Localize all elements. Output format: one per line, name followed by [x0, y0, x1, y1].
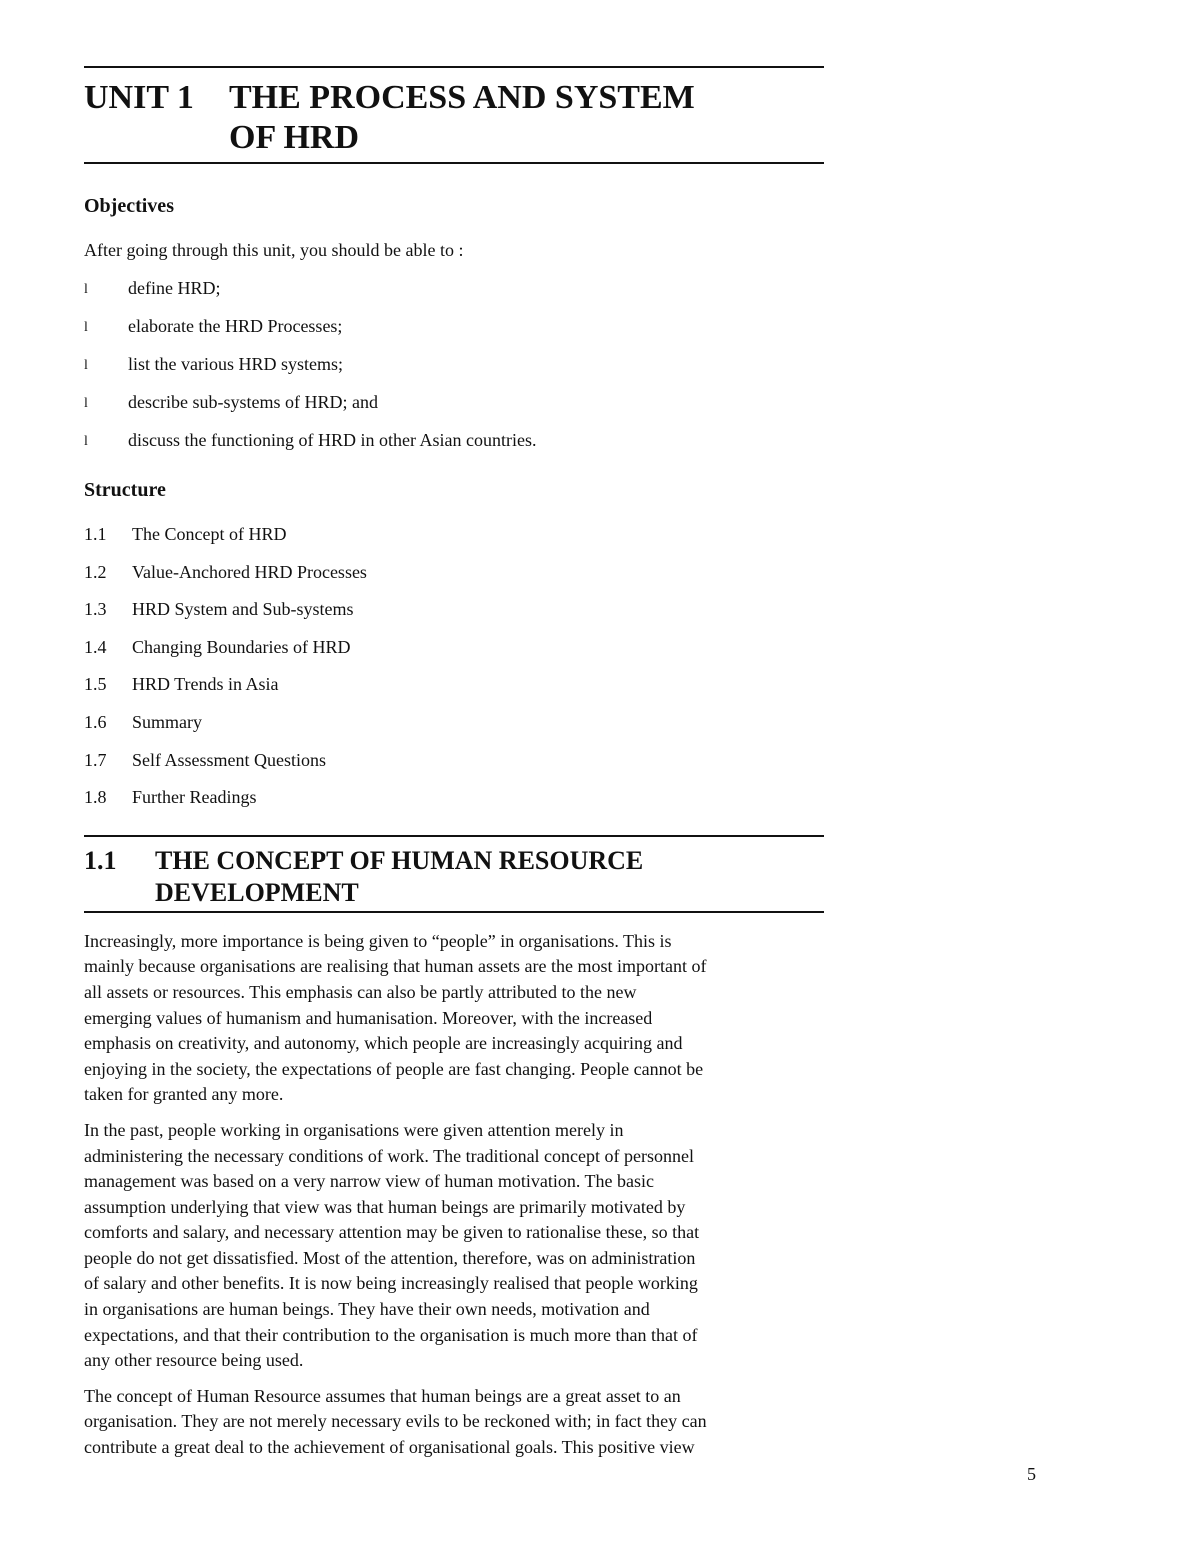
structure-number: 1.1 — [84, 524, 107, 544]
structure-title: Value-Anchored HRD Processes — [132, 561, 367, 582]
structure-item — [84, 560, 824, 598]
section-title-line: DEVELOPMENT — [155, 877, 359, 907]
objective-item — [84, 352, 824, 390]
structure-item — [84, 597, 824, 635]
text-line: expectations, and that their contribution to the organisation is much more than that of — [84, 1324, 698, 1345]
body-text — [84, 929, 824, 1461]
structure-number: 1.3 — [84, 599, 107, 620]
text-line: organisation. They are not merely necessary evils to be reckoned with; in fact they can — [84, 1411, 707, 1432]
text-line: emphasis on creativity, and autonomy, which people are increasingly acquiring and — [84, 1033, 683, 1054]
objectives-intro: After going through this unit, you should be able to : — [84, 240, 464, 260]
text-line: of salary and other benefits. It is now being increasingly realised that people working — [84, 1273, 698, 1294]
structure-item — [84, 522, 824, 560]
section-number: 1.1 — [84, 845, 117, 875]
text-line: contribute a great deal to the achievement of organisational goals. This positive view — [84, 1437, 695, 1458]
structure-number: 1.8 — [84, 787, 107, 808]
objective-item — [84, 314, 824, 352]
text-line: enjoying in the society, the expectations of people are fast changing. People cannot be — [84, 1058, 704, 1079]
structure-list — [84, 522, 824, 823]
section-title — [155, 845, 643, 909]
text-line: taken for granted any more. — [84, 1084, 284, 1105]
section-title-line: THE CONCEPT OF HUMAN RESOURCE — [155, 845, 644, 875]
bullet-icon: l — [84, 396, 88, 411]
page-content — [84, 66, 824, 1461]
structure-item — [84, 710, 824, 748]
objective-text: list the various HRD systems; — [128, 354, 343, 374]
objectives-heading: Objectives — [84, 195, 174, 217]
structure-number: 1.5 — [84, 674, 107, 695]
unit-label: UNIT 1 — [84, 79, 194, 116]
structure-number: 1.6 — [84, 711, 107, 732]
objective-item — [84, 428, 824, 466]
unit-title-line: THE PROCESS AND SYSTEM — [229, 79, 695, 116]
paragraph — [84, 929, 824, 1108]
objective-item — [84, 390, 824, 428]
structure-item — [84, 672, 824, 710]
text-line: The concept of Human Resource assumes that human beings are a great asset to an — [84, 1385, 681, 1406]
unit-title-line: OF HRD — [229, 119, 360, 156]
structure-title: Self Assessment Questions — [132, 749, 327, 770]
text-line: people do not get dissatisfied. Most of the attention, therefore, was on administration — [84, 1247, 696, 1268]
objective-text: describe sub-systems of HRD; and — [128, 392, 378, 412]
structure-item — [84, 748, 824, 786]
bullet-icon: l — [84, 320, 88, 335]
structure-title: HRD Trends in Asia — [132, 674, 279, 695]
structure-title: The Concept of HRD — [132, 524, 287, 544]
unit-title — [229, 78, 695, 158]
text-line: assumption underlying that view was that human beings are primarily motivated by — [84, 1196, 686, 1217]
text-line: administering the necessary conditions of work. The traditional concept of personnel — [84, 1145, 694, 1166]
objective-text: define HRD; — [128, 278, 221, 298]
text-line: In the past, people working in organisations were given attention merely in — [84, 1119, 624, 1140]
structure-title: HRD System and Sub-systems — [132, 599, 354, 620]
section-heading — [84, 837, 824, 911]
text-line: any other resource being used. — [84, 1350, 304, 1371]
text-line: emerging values of humanism and humanisation. Moreover, with the increased — [84, 1007, 653, 1028]
structure-item — [84, 785, 824, 823]
bullet-icon: l — [84, 434, 88, 449]
structure-title: Summary — [132, 711, 202, 732]
unit-bottom-rule — [84, 162, 824, 164]
paragraph — [84, 1118, 824, 1374]
objective-item — [84, 276, 824, 314]
structure-item — [84, 635, 824, 673]
page-number: 5 — [1027, 1464, 1036, 1484]
structure-title: Further Readings — [132, 787, 257, 808]
text-line: Increasingly, more importance is being given to “people” in organisations. This is — [84, 930, 672, 951]
text-line: mainly because organisations are realising that human assets are the most important of — [84, 956, 707, 977]
bullet-icon: l — [84, 282, 88, 297]
structure-heading: Structure — [84, 479, 166, 501]
text-line: in organisations are human beings. They have their own needs, motivation and — [84, 1299, 650, 1320]
paragraph — [84, 1384, 824, 1461]
bullet-icon: l — [84, 358, 88, 373]
text-line: comforts and salary, and necessary attention may be given to rationalise these, so that — [84, 1222, 700, 1243]
structure-number: 1.4 — [84, 636, 107, 657]
unit-heading — [84, 68, 824, 162]
text-line: management was based on a very narrow view of human motivation. The basic — [84, 1171, 654, 1192]
text-line: all assets or resources. This emphasis can also be partly attributed to the new — [84, 981, 637, 1002]
structure-number: 1.2 — [84, 561, 107, 582]
objectives-list — [84, 276, 824, 466]
objective-text: discuss the functioning of HRD in other Asian countries. — [128, 430, 537, 450]
section-bottom-rule — [84, 911, 824, 913]
structure-title: Changing Boundaries of HRD — [132, 636, 351, 657]
structure-number: 1.7 — [84, 749, 107, 770]
objective-text: elaborate the HRD Processes; — [128, 316, 343, 336]
